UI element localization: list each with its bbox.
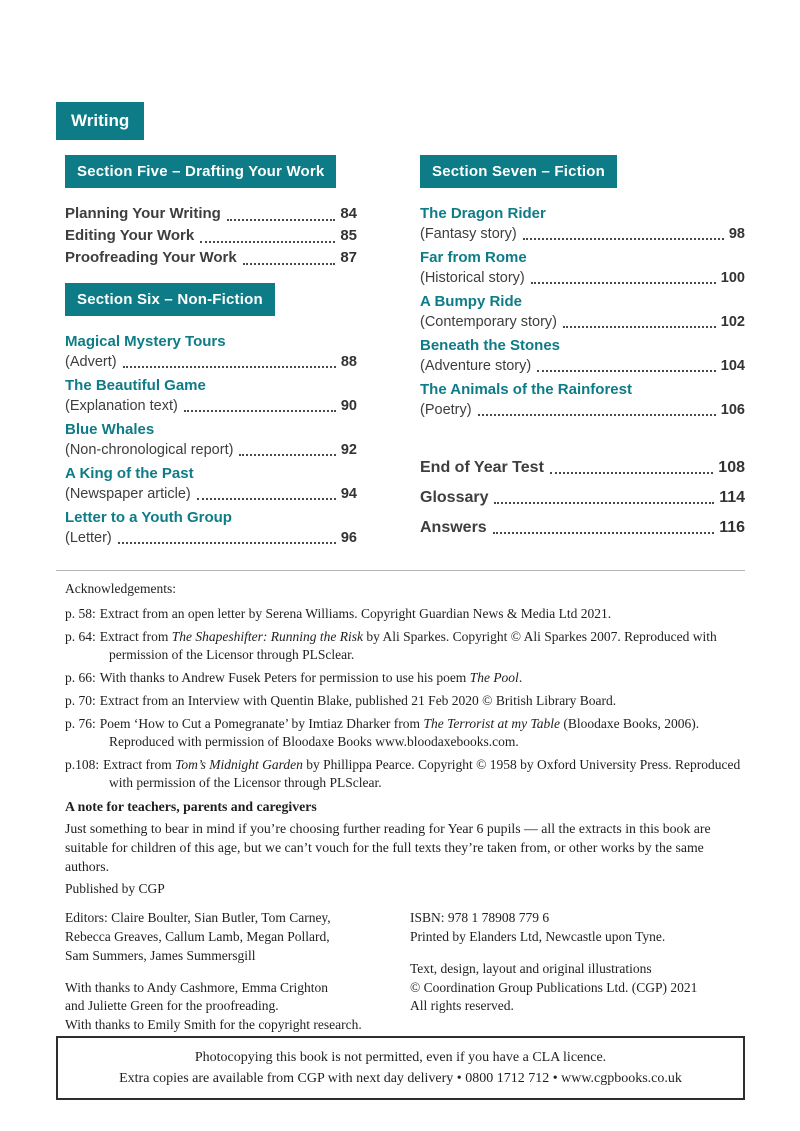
book-title-italic: The Pool (469, 669, 519, 685)
dot-leader (123, 366, 336, 368)
toc-entry-label: Planning Your Writing (65, 205, 221, 222)
toc-entry (65, 203, 357, 225)
page-ref-label: p. 76: (65, 715, 96, 731)
photocopy-notice-box (56, 1036, 745, 1100)
toc-entry-subtitle: (Letter) (65, 530, 112, 546)
page-ref-label: p. 64: (65, 628, 96, 644)
toc-entry (65, 464, 357, 504)
toc-entry-title: Letter to a Youth Group (65, 509, 232, 526)
toc-entry-title: Magical Mystery Tours (65, 333, 226, 350)
dot-leader (523, 238, 724, 240)
toc-entry (420, 458, 745, 478)
dot-leader (478, 414, 716, 416)
toc-entry-label: Editing Your Work (65, 227, 195, 244)
toc-entry-page: 104 (720, 358, 745, 374)
page-ref-label: p.108: (65, 756, 100, 772)
toc-entry-page: 88 (340, 354, 357, 370)
toc-entry-page: 102 (720, 314, 745, 330)
dot-leader (118, 542, 336, 544)
toc-left-column (65, 155, 357, 548)
toc-entry-subtitle: (Newspaper article) (65, 486, 191, 502)
toc-entry-title: A Bumpy Ride (420, 293, 522, 310)
acknowledgement-text: (Bloodaxe Books, 2006). Reproduced with permission of Bloodaxe Books www.bloodaxebooks.com. (109, 715, 700, 749)
toc-entry (420, 248, 745, 288)
toc-entry-page: 85 (340, 227, 357, 244)
isbn-line: ISBN: 978 1 78908 779 6 (410, 909, 550, 925)
toc-entry-subtitle: (Poetry) (420, 402, 472, 418)
toc-entry (420, 380, 745, 420)
toc-entry-page: 84 (340, 205, 357, 222)
acknowledgement-text: by Ali Sparkes. Copyright © Ali Sparkes 2007. Reproduced with permission of the Licensor through PLSclear. (109, 628, 717, 662)
book-title-italic: The Terrorist at my Table (423, 715, 560, 731)
acknowledgement-entry (65, 605, 747, 623)
toc-right-column (420, 155, 745, 538)
editors-line: Editors: Claire Boulter, Sian Butler, Tom Carney, (65, 909, 331, 925)
toc-entry-subtitle: (Advert) (65, 354, 117, 370)
dot-leader (200, 241, 335, 243)
toc-entry (65, 420, 357, 460)
dot-leader (494, 502, 714, 504)
thanks-line: With thanks to Andy Cashmore, Emma Crighton (65, 979, 329, 995)
toc-entry-page: 114 (719, 489, 745, 506)
published-by-line: Published by CGP (65, 881, 165, 896)
toc-entry-label: End of Year Test (420, 459, 544, 476)
toc-entry-page: 100 (720, 270, 745, 286)
section-five-header: Section Five – Drafting Your Work (65, 155, 336, 188)
acknowledgement-entry (65, 692, 747, 710)
toc-entry-page: 90 (340, 398, 357, 414)
printer-line: Printed by Elanders Ltd, Newcastle upon Tyne. (410, 928, 666, 944)
toc-entry-title: A King of the Past (65, 465, 194, 482)
section-five-list (65, 203, 357, 269)
thanks-line: With thanks to Emily Smith for the copyright research. (65, 1017, 362, 1033)
acknowledgement-text: Extract from (99, 628, 172, 644)
acknowledgement-text: by Phillippa Pearce. Copyright © 1958 by Oxford University Press. Reproduced with permission of the Licensor through PLSclear. (109, 756, 741, 790)
acknowledgement-entry (65, 628, 747, 664)
page-ref-label: p. 70: (65, 692, 96, 708)
section-seven-list (420, 204, 745, 420)
toc-entry (65, 332, 357, 372)
section-seven-header: Section Seven – Fiction (420, 155, 617, 188)
acknowledgements-section (65, 580, 747, 797)
acknowledgement-text: Extract from an open letter by Serena Williams. Copyright Guardian News & Media Ltd 2021. (99, 605, 612, 621)
rights-line: © Coordination Group Publications Ltd. (CGP) 2021 (410, 979, 698, 995)
toc-entry-title: The Beautiful Game (65, 377, 206, 394)
dot-leader (184, 410, 336, 412)
toc-entry-page: 92 (340, 442, 357, 458)
toc-entry-subtitle: (Contemporary story) (420, 314, 557, 330)
toc-entry-title: Beneath the Stones (420, 337, 561, 354)
toc-entry-page: 98 (728, 226, 745, 242)
acknowledgement-entry (65, 669, 747, 687)
toc-entry (65, 376, 357, 416)
toc-entry (420, 336, 745, 376)
publisher-left-column (65, 909, 410, 1035)
acknowledgements-heading: Acknowledgements: (65, 581, 176, 596)
teacher-note-heading: A note for teachers, parents and caregivers (65, 799, 317, 814)
editors-line: Rebecca Greaves, Callum Lamb, Megan Pollard, (65, 928, 330, 944)
teacher-note-body: Just something to bear in mind if you’re choosing further reading for Year 6 pupils — all the extracts in this book are suitable for children of this age, but we can’t vouch for the full texts they’re taken from, or other works by the same authors. (65, 821, 711, 875)
toc-entry-subtitle: (Explanation text) (65, 398, 178, 414)
toc-entry-page: 87 (340, 249, 357, 266)
toc-entry-page: 94 (340, 486, 357, 502)
rights-line: All rights reserved. (410, 998, 514, 1014)
toc-entry-subtitle: (Adventure story) (420, 358, 532, 374)
photocopy-notice-line1: Photocopying this book is not permitted, even if you have a CLA licence. (194, 1050, 607, 1065)
book-title-italic: The Shapeshifter: Running the Risk (171, 628, 363, 644)
toc-entry-page: 116 (719, 519, 745, 536)
toc-entry-subtitle: (Fantasy story) (420, 226, 517, 242)
toc-entry (420, 488, 745, 508)
dot-leader (243, 263, 336, 265)
book-title-italic: Tom’s Midnight Garden (175, 756, 303, 772)
publisher-section (65, 880, 749, 1035)
teacher-note-section (65, 797, 749, 876)
toc-entry-title: Blue Whales (65, 421, 155, 438)
acknowledgement-text: Extract from an Interview with Quentin Blake, published 21 Feb 2020 © British Library Board. (99, 692, 617, 708)
toc-entry-title: Far from Rome (420, 249, 527, 266)
toc-entry-subtitle: (Historical story) (420, 270, 525, 286)
dot-leader (531, 282, 716, 284)
dot-leader (550, 472, 713, 474)
toc-entry-page: 108 (718, 459, 745, 476)
acknowledgement-entry (65, 715, 747, 751)
acknowledgement-entry (65, 756, 747, 792)
end-matter-list (420, 458, 745, 538)
toc-entry (65, 247, 357, 269)
toc-entry-page: 96 (340, 530, 357, 546)
dot-leader (239, 454, 335, 456)
toc-entry-label: Answers (420, 519, 487, 536)
rights-line: Text, design, layout and original illustrations (410, 960, 652, 976)
editors-line: Sam Summers, James Summersgill (65, 947, 256, 963)
section-six-list (65, 332, 357, 548)
horizontal-divider (56, 570, 745, 571)
page-ref-label: p. 58: (65, 605, 96, 621)
thanks-line: and Juliette Green for the proofreading. (65, 998, 279, 1014)
toc-entry-subtitle: (Non-chronological report) (65, 442, 234, 458)
writing-heading: Writing (56, 102, 144, 140)
acknowledgement-text: . (518, 669, 523, 685)
dot-leader (537, 370, 716, 372)
toc-entry-label: Glossary (420, 489, 489, 506)
publisher-right-column (410, 909, 749, 1035)
toc-entry (420, 518, 745, 538)
dot-leader (493, 532, 714, 534)
toc-entry-label: Proofreading Your Work (65, 249, 237, 266)
dot-leader (197, 498, 336, 500)
photocopy-notice-line2: Extra copies are available from CGP with next day delivery • 0800 1712 712 • www.cgpbooks.co.uk (119, 1071, 682, 1086)
acknowledgement-text: Poem ‘How to Cut a Pomegranate’ by Imtiaz Dharker from (99, 715, 424, 731)
toc-entry (420, 292, 745, 332)
toc-entry-title: The Dragon Rider (420, 205, 546, 222)
acknowledgement-text: With thanks to Andrew Fusek Peters for permission to use his poem (99, 669, 470, 685)
acknowledgement-text: Extract from (103, 756, 176, 772)
page-ref-label: p. 66: (65, 669, 96, 685)
toc-entry-page: 106 (720, 402, 745, 418)
dot-leader (563, 326, 716, 328)
toc-entry (420, 204, 745, 244)
toc-entry-title: The Animals of the Rainforest (420, 381, 632, 398)
dot-leader (227, 219, 335, 221)
toc-entry (65, 508, 357, 548)
section-six-header: Section Six – Non-Fiction (65, 283, 275, 316)
toc-entry (65, 225, 357, 247)
